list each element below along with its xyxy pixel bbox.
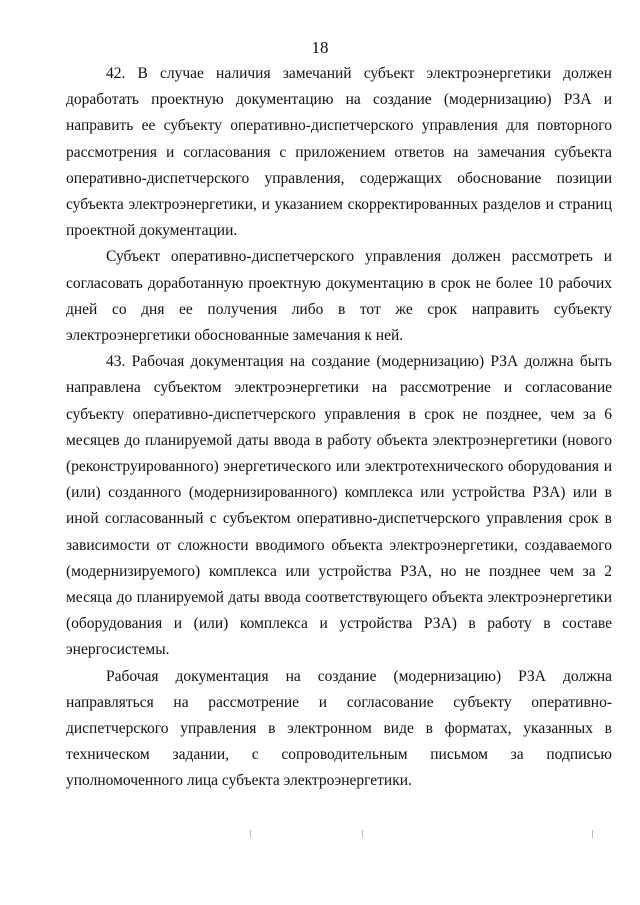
paragraph-42: 42. В случае наличия замечаний субъект электроэнергетики должен доработать проектную документацию на создание (модернизацию) РЗА и направить ее субъекту оперативно-диспетчерского управления для повторного рассмотрения и согласования с приложением ответов на замечания субъекта оперативно-диспетчерского управления, содержащих обоснование позиции субъекта электроэнергетики, и указанием скорректированных разделов и страниц проектной документации. — [66, 65, 612, 240]
paragraph-43: 43. Рабочая документация на создание (модернизацию) РЗА должна быть направлена субъектом электроэнергетики на рассмотрение и согласование субъекту оперативно-диспетчерского управления в срок не позднее, чем за 6 месяцев до планируемой даты ввода в работу объекта электроэнергетики (нового (реконструированного) энергетического или электротехнического оборудования и (или) созданного (модернизированного) комплекса или устройства РЗА) или в иной согласованный с субъектом оперативно-диспетчерского управления срок в зависимости от сложности вводимого объекта электроэнергетики, создаваемого (модернизируемого) комплекса или устройства РЗА, но не позднее чем за 2 месяца до планируемой даты ввода соответствующего объекта электроэнергетики (оборудования и (или) комплекса и устройства РЗА) в работу в составе энергосистемы. — [66, 353, 612, 659]
paragraph-42-review-term: Субъект оперативно-диспетчерского управления должен рассмотреть и согласовать доработанную проектную документацию в срок не более 10 рабочих дней со дня ее получения либо в тот же срок направить субъекту электроэнергетики обоснованные замечания к ней. — [66, 248, 612, 345]
scan-mark — [362, 830, 363, 838]
scan-mark — [250, 830, 251, 838]
page-number: 18 — [311, 38, 329, 57]
document-body — [66, 61, 612, 795]
scan-mark — [592, 830, 593, 838]
paragraph-43-electronic-format: Рабочая документация на создание (модернизацию) РЗА должна направляться на рассмотрение и согласование субъекту оперативно-диспетчерского управления в электронном виде в форматах, указанных в техническом задании, с сопроводительным письмом за подписью уполномоченного лица субъекта электроэнергетики. — [66, 667, 612, 790]
scan-artifacts — [0, 830, 640, 840]
